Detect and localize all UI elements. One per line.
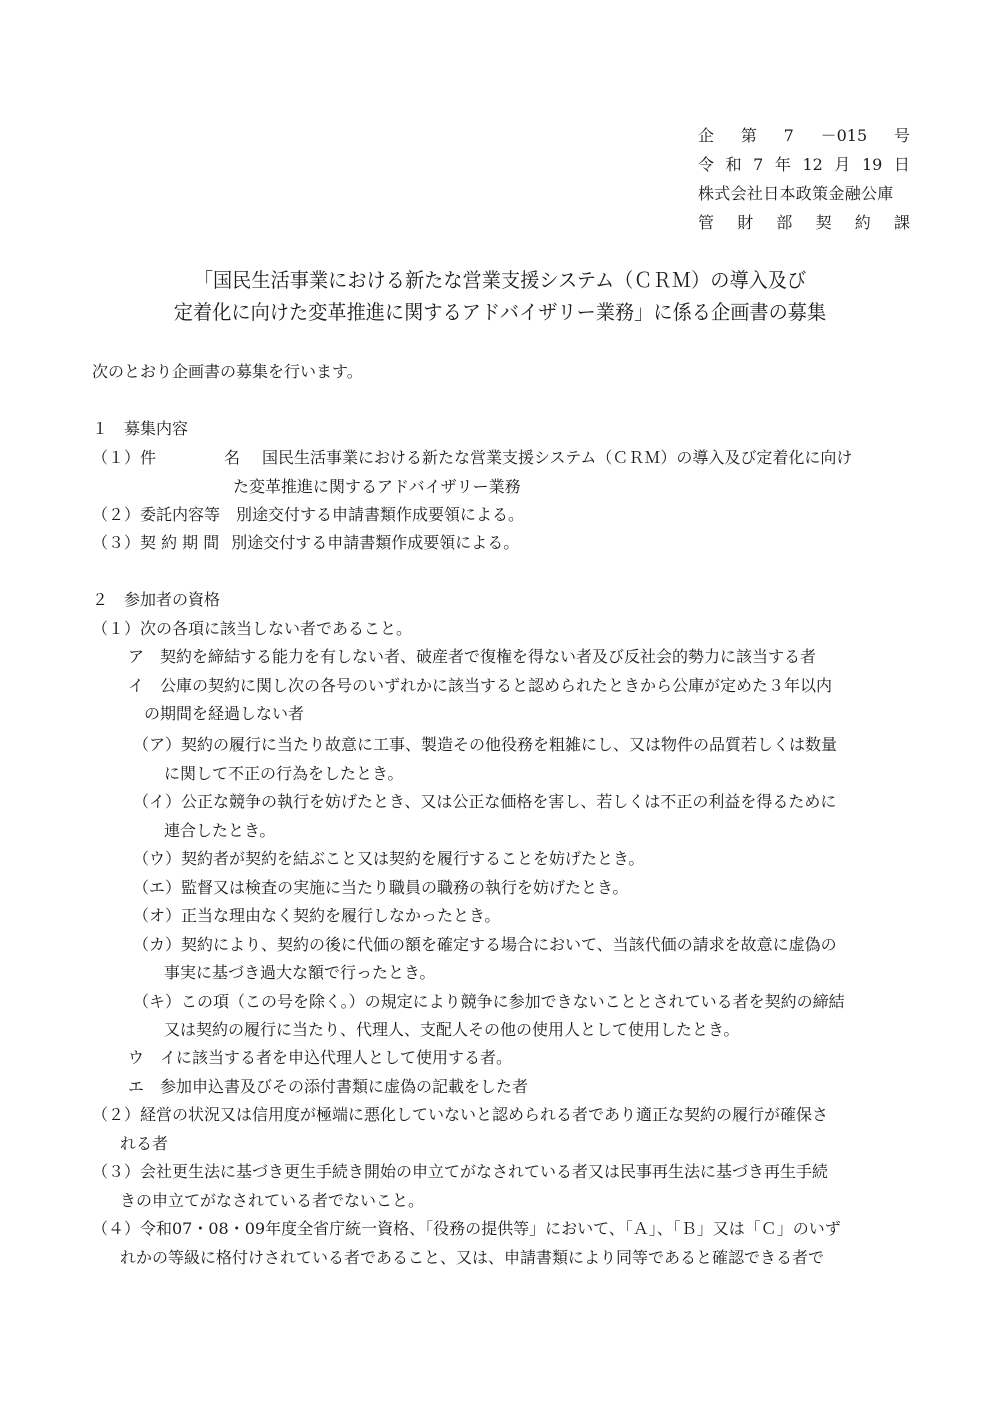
section2-p2-line1: （２）経営の状況又は信用度が極端に悪化していないと認められる者であり適正な契約の履行が確保さ [92, 1105, 829, 1124]
section2-p3-line2: きの申立てがなされている者でないこと。 [120, 1191, 425, 1210]
document-date: 令 和 7 年 12 月 19 日 [698, 155, 910, 174]
section2-item-i-line1: イ 公庫の契約に関し次の各号のいずれかに該当すると認められたときから公庫が定めた３年以内 [128, 676, 833, 695]
item1-label: （１）件 [92, 448, 157, 467]
item2-label: （２）委託内容等 [92, 505, 221, 524]
subitem-ka-line1: （カ）契約により、契約の後に代価の額を確定する場合において、当該代価の請求を故意に虚偽の [133, 935, 837, 954]
section2-item-a: ア 契約を締結する能力を有しない者、破産者で復権を得ない者及び反社会的勢力に該当する者 [128, 647, 817, 666]
section1-item1 [92, 443, 852, 472]
section2-p4-line2: れかの等級に格付けされている者であること、又は、申請書類により同等であると確認できる者で [120, 1248, 825, 1267]
section2-p4-line1: （４）令和07・08・09年度全省庁統一資格、「役務の提供等」において、「Ａ」、「Ｂ」又は「Ｃ」のいず [92, 1219, 841, 1238]
issuing-department: 管 財 部 契 約 課 [698, 213, 910, 232]
section2-p1: （１）次の各項に該当しない者であること。 [92, 619, 413, 638]
item1-text-line2: た変革推進に関するアドバイザリー業務 [233, 477, 521, 496]
subitem-i-line1: （イ）公正な競争の執行を妨げたとき、又は公正な価格を害し、若しくは不正の利益を得るために [133, 792, 837, 811]
document-header [698, 121, 910, 237]
section1-item2 [92, 500, 524, 529]
document-number: 企 第 7 －015 号 [698, 126, 910, 145]
title-line-2: 定着化に向けた変革推進に関するアドバイザリー業務」に係る企画書の募集 [173, 300, 827, 324]
item3-text: 別途交付する申請書類作成要領による。 [231, 533, 520, 552]
item3-label: （３）契 約 期 間 [92, 533, 220, 552]
section2-item-i-line2: の期間を経過しない者 [144, 704, 305, 723]
section2-item-e: エ 参加申込書及びその添付書類に虚偽の記載をした者 [128, 1077, 529, 1096]
section1-heading: １ 募集内容 [92, 419, 189, 438]
subitem-e: （エ）監督又は検査の実施に当たり職員の職務の執行を妨げたとき。 [133, 878, 629, 897]
section2-item-u: ウ イに該当する者を申込代理人として使用する者。 [128, 1048, 513, 1067]
subitem-ki-line1: （キ）この項（この号を除く。）の規定により競争に参加できないこととされている者を契約の締結 [133, 992, 845, 1011]
subitem-ki-line2: 又は契約の履行に当たり、代理人、支配人その他の使用人として使用したとき。 [164, 1020, 740, 1039]
section1-item3 [92, 528, 519, 557]
item2-text: 別途交付する申請書類作成要領による。 [236, 505, 525, 524]
title-line-1: 「国民生活事業における新たな営業支援システム（ＣＲＭ）の導入及び [193, 268, 807, 292]
subitem-ka-line2: 事実に基づき過大な額で行ったとき。 [164, 963, 436, 982]
issuing-organization: 株式会社日本政策金融公庫 [698, 184, 894, 203]
section2-p3-line1: （３）会社更生法に基づき更生手続き開始の申立てがなされている者又は民事再生法に基づき再生手続 [92, 1162, 829, 1181]
subitem-a-line1: （ア）契約の履行に当たり故意に工事、製造その他役務を粗雑にし、又は物件の品質若しくは数量 [133, 735, 838, 754]
subitem-a-line2: に関して不正の行為をしたとき。 [164, 764, 404, 783]
subitem-i-line2: 連合したとき。 [164, 821, 276, 840]
section2-heading: ２ 参加者の資格 [92, 590, 221, 609]
document-title [0, 264, 1000, 328]
item1-label-2: 名 [224, 448, 241, 467]
item1-text-line1: 国民生活事業における新たな営業支援システム（ＣＲＭ）の導入及び定着化に向け [262, 448, 853, 467]
section2-p2-line2: れる者 [120, 1134, 169, 1153]
subitem-u: （ウ）契約者が契約を結ぶこと又は契約を履行することを妨げたとき。 [133, 849, 645, 868]
subitem-o: （オ）正当な理由なく契約を履行しなかったとき。 [133, 906, 501, 925]
intro-text: 次のとおり企画書の募集を行います。 [92, 362, 363, 381]
